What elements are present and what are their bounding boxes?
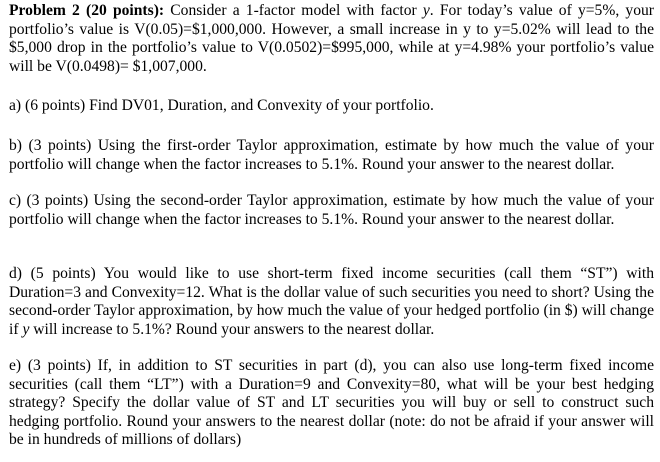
problem-intro-text-2: . For today’s value of y=5%, your portfolio’s value is V(0.05)=$1,000,000. However, a small increase in y to y=5.02% will lead to the $5,000 drop in the portfolio’s value to V(0.0502)=$995,000, while at y=4.98% your portfolio’s value will be V(0.0498)= $1,007,000. xyxy=(9,2,654,75)
problem-heading: Problem 2 (20 points): xyxy=(9,2,165,19)
problem-intro-text-1: Consider a 1-factor model with factor xyxy=(164,2,423,19)
factor-variable: y xyxy=(422,2,430,19)
part-c: c) (3 points) Using the second-order Taylor approximation, estimate by how much the value of your portfolio will change when the factor increases to 5.1%. Round your answer to the nearest dollar. xyxy=(9,192,654,228)
part-b: b) (3 points) Using the first-order Taylor approximation, estimate by how much the value of your portfolio will change when the factor increases to 5.1%. Round your answer to the nearest dollar. xyxy=(9,137,654,173)
part-d-variable: y xyxy=(22,320,30,338)
part-a: a) (6 points) Find DV01, Duration, and Convexity of your portfolio. xyxy=(9,97,434,114)
problem-statement xyxy=(9,2,654,76)
part-d-text-1: d) (5 points) You would like to use short-term fixed income securities (call them “ST”) with Duration=3 and Convexity=12. What is the dollar value of such securities you need to short? Using the second-order Taylor approximation, by how much the value of your hedged portfolio (in $) will change if xyxy=(9,265,654,338)
part-e: e) (3 points) If, in addition to ST securities in part (d), you can also use long-term fixed income securities (call them “LT”) with a Duration=9 and Convexity=80, what will be your best hedging strategy? Specify the dollar value of ST and LT securities you will buy or sell to construct such hedging portfolio. Round your answers to the nearest dollar (note: do not be afraid if your answer will be in hundreds of millions of dollars) xyxy=(9,357,654,448)
part-d-text-2: will increase to 5.1%? Round your answers to the nearest dollar. xyxy=(29,320,435,338)
part-d xyxy=(9,265,654,339)
